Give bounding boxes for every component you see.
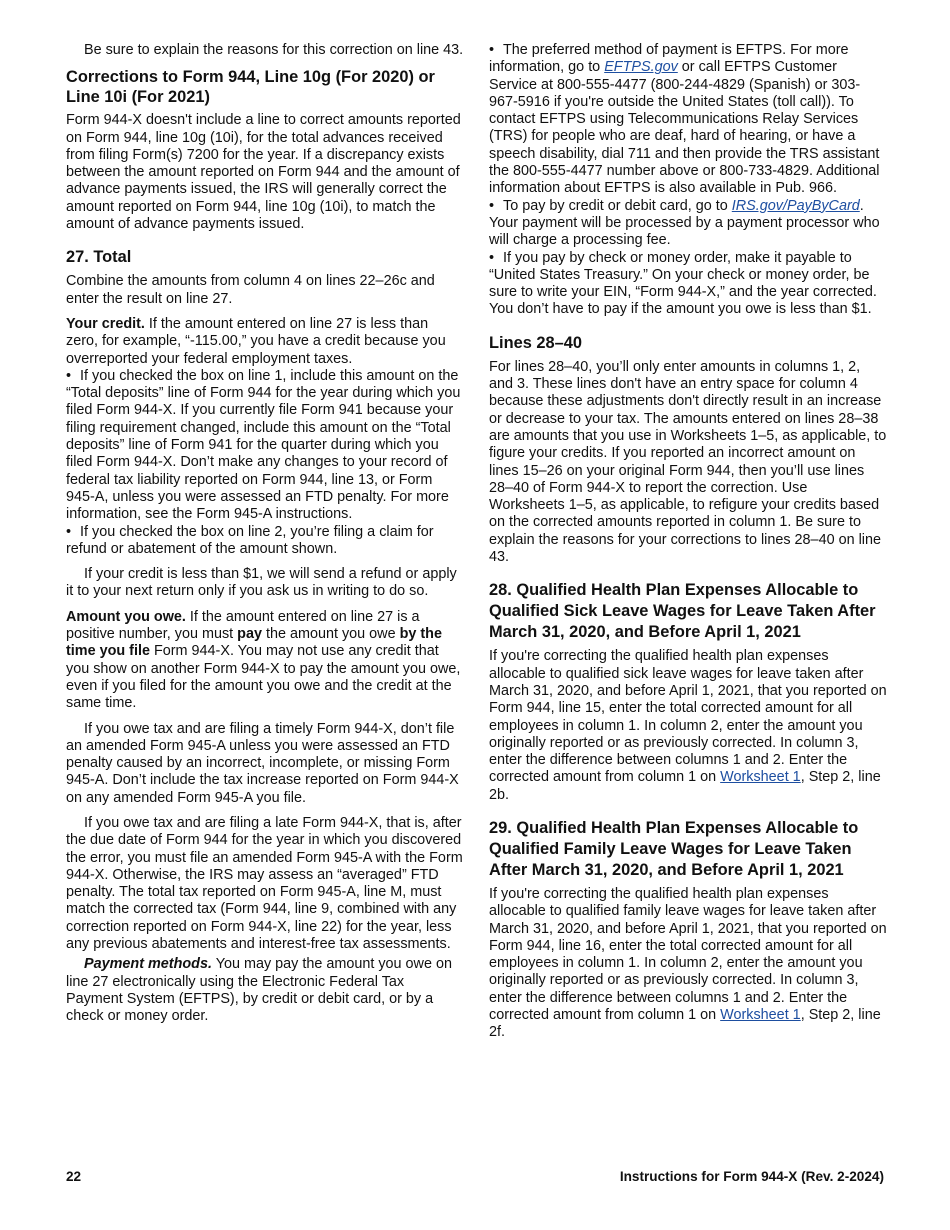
credit-bullet-2: • If you checked the box on line 2, you’re filing a claim for refund or abatement of the amount shown. [66,523,434,557]
timely-filing-paragraph: If you owe tax and are filing a timely Form 944-X, don’t file an amended Form 945-A unless you were assessed an FTD penalty caused by an incorrect, incomplete, or missing Form 945-A. Don’t include the tax increase reported on Form 944-X on any amended Form 945-A you file. [66,720,459,806]
late-filing-paragraph: If you owe tax and are filing a late Form 944-X, that is, after the due date of Form 944 for the year in which you discovered the error, you must file an amended Form 945-A with the Form 944-X. Otherwise, the IRS may assess an “averaged” FTD penalty. The total tax reported on Form 945-A, line M, must match the corrected tax (Form 944, line 9, combined with any correction reported on Form 944-X, line 22) for the year, less any previous abatements and interest-free tax assessments. [66,814,463,953]
left-column [66,42,464,1034]
your-credit-paragraph [66,316,464,368]
corrections-heading: Corrections to Form 944, Line 10g (For 2020) or Line 10i (For 2021) [66,68,435,107]
lines-28-40-paragraph: For lines 28–40, you’ll only enter amounts in columns 1, 2, and 3. These lines don't have an entry space for column 4 because these adjustments don't directly result in an increase or decrease to your tax. The amounts entered on lines 28–38 are amounts that you use in Worksheets 1–5, as applicable, to figure your credits. If you reported an incorrect amount on lines 15–26 on your original Form 944, then you’ll use lines 28–40 of Form 944-X to report the correction. Use Worksheets 1–5, as applicable, to refigure your credits based on the corrected amounts reported in column 1. Be sure to explain the reasons for your corrections to lines 28–40 on line 43. [489,358,887,566]
total-heading: 27. Total [66,248,132,267]
bullet-icon: • [66,523,72,540]
payment-methods-paragraph: Payment methods. You may pay the amount you owe on line 27 electronically using the Electronic Federal Tax Payment System (EFTPS), by credit or debit card, or by a check or money order. [66,956,452,1025]
lines-28-40-heading: Lines 28–40 [489,333,582,352]
card-bullet: • To pay by credit or debit card, go to IRS.gov/PayByCard. Your payment will be processed by a payment processor who will charge a processing fee. [489,197,880,249]
amount-you-owe-label: Amount you owe. [66,608,186,625]
bullet-icon: • [489,249,495,266]
your-credit-label: Your credit. [66,315,145,332]
eftps-bullet: • The preferred method of payment is EFTPS. For more information, go to EFTPS.gov or call EFTPS Customer Service at 800-555-4477 (800-244-4829 (Spanish) or 303-967-5916 if you're outside the United States (toll call)). To contact EFTPS using Telecommunications Relay Services (TRS) for people who are deaf, hard of hearing, or have a speech disability, dial 711 and then provide the TRS assistant the 800-555-4477 number above or 800-733-4829. Additional information about EFTPS is also available in Pub. 966. [489,42,880,197]
corrections-paragraph: Form 944-X doesn't include a line to correct amounts reported on Form 944, line 10g (10i), for the total advances received from filing Form(s) 7200 for the year. If a discrepancy exists between the amount reported on Form 944 and the amount of advance payments issued, the IRS will generally correct the amount reported on Form 944, line 10g (10i), to match the amount of advance payments issued. [66,112,461,233]
pay-by-card-link[interactable]: IRS.gov/PayByCard [731,197,860,214]
credit-bullet-1: • If you checked the box on line 1, include this amount on the “Total deposits” line of Form 944 for the year during which you filed Form 944-X. If you currently file Form 941 because your filing requirement changed, include this amount on the “Total deposits” line of Form 941 for the quarter during which you filed Form 944-X. Don’t make any changes to your record of federal tax liability reported on Form 944, line 13, or Form 945-A, unless you were assessed an FTD penalty. For more information, see the Form 945-A instructions. [66,367,461,523]
amount-you-owe-paragraph: Amount you owe. If the amount entered on line 27 is a positive number, you must pay the amount you owe by the time you file Form 944-X. You may not use any credit that you show on another Form 944-X to pay the amount you owe, even if you filed for the amount you owe and the credit at the same time. [66,608,461,712]
worksheet-1-link[interactable]: Worksheet 1 [720,769,801,786]
eftps-link[interactable]: EFTPS.gov [604,59,678,76]
worksheet-1-link[interactable]: Worksheet 1 [720,1007,801,1024]
line-29-paragraph: If you're correcting the qualified health plan expenses allocable to qualified family leave wages for leave taken after March 31, 2020, and before April 1, 2021, that you reported on Form 944, line 16, enter the total corrected amount for all employees in column 1. In column 2, enter the amount you originally reported or as previously corrected. In column 3, enter the difference between columns 1 and 2. Enter the corrected amount from column 1 on Worksheet 1, Step 2, line 2f. [489,885,887,1041]
bullet-icon: • [489,197,495,214]
credit-less-than-1-paragraph: If your credit is less than $1, we will send a refund or apply it to your next return only if you ask us in writing to do so. [66,566,457,600]
right-column [489,42,887,1050]
page-number: 22 [66,1169,82,1184]
your-credit-text: If the amount entered on line 27 is less than zero, for example, “-115.00,” you have a credit because you overreported your federal employment taxes. [66,315,446,367]
bullet-icon: • [489,42,495,58]
line-28-paragraph: If you're correcting the qualified health plan expenses allocable to qualified sick leave wages for leave taken after March 31, 2020, and before April 1, 2021, that you reported on Form 944, line 15, enter the total corrected amount for all employees in column 1. In column 2, enter the amount you originally reported or as previously corrected. In column 3, enter the difference between columns 1 and 2. Enter the corrected amount from column 1 on Worksheet 1, Step 2, line 2b. [489,648,887,803]
bullet-icon: • [66,367,72,384]
form-name-footer: Instructions for Form 944-X (Rev. 2-2024) [619,1169,884,1184]
line-28-heading: 28. Qualified Health Plan Expenses Allocable to Qualified Sick Leave Wages for Leave Taken After March 31, 2020, and Before April 1, 2021 [489,581,876,642]
no-pay-paragraph: You don’t have to pay if the amount you owe is less than $1. [489,301,872,318]
intro-paragraph: Be sure to explain the reasons for this correction on line 43. [84,42,464,58]
payment-methods-label: Payment methods. [84,956,212,973]
line-29-heading: 29. Qualified Health Plan Expenses Allocable to Qualified Family Leave Wages for Leave Taken After March 31, 2020, and Before April 1, 2021 [489,818,859,879]
check-bullet: • If you pay by check or money order, make it payable to “United States Treasury.” On your check or money order, be sure to write your EIN, “Form 944-X,” and the year corrected. [489,249,877,301]
total-paragraph: Combine the amounts from column 4 on lines 22–26c and enter the result on line 27. [66,273,435,307]
